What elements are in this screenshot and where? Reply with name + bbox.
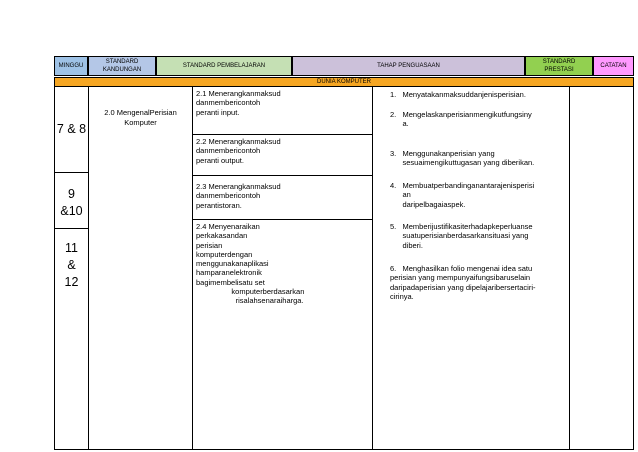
week-11-12: 11 & 12	[64, 241, 79, 289]
sp-2-3: 2.3 Menerangkanmaksud danmembericontoh perantistoran.	[196, 182, 281, 210]
sp-2-1: 2.1 Menerangkanmaksud danmembericontoh peranti input.	[196, 89, 281, 117]
tahap-penguasaan-list	[378, 0, 568, 452]
tp-item-6: 6. Menghasilkan folio mengenai idea satu perisian yang mempunyaifungsibaruselain daripadaperisian yang dipelajaribersertaciri- cirinya.	[390, 264, 536, 301]
section-title: DUNIA KOMPUTER	[316, 79, 371, 85]
header-tahap-penguasaan: TAHAP PENGUASAAN	[292, 56, 525, 76]
tp-item-3: 3. Menggunakanperisian yang sesuaimengikuttugasan yang diberikan.	[390, 149, 535, 168]
week-7-8: 7 & 8	[56, 122, 87, 136]
tp-item-2: 2. Mengelaskanperisianmengikutfungsiny a.	[390, 110, 532, 129]
header-standard-pembelajaran: STANDARD PEMBELAJARAN	[156, 56, 292, 76]
sp-2-2: 2.2 Menerangkanmaksud danmembericontoh peranti output.	[196, 137, 281, 165]
header-standard-prestasi: STANDARD PRESTASI	[525, 56, 593, 76]
week-row-divider	[54, 228, 89, 229]
column-divider	[569, 87, 570, 450]
standard-kandungan-text: 2.0 MengenalPerisian Komputer	[104, 108, 177, 127]
column-divider	[372, 87, 373, 450]
week-row-divider	[54, 172, 89, 173]
tp-item-5: 5. Memberijustifikasiterhadapkeperluanse suatuperisianberdasarkansituasi yang diberi.	[390, 222, 533, 250]
header-catatan: CATATAN	[593, 56, 634, 76]
week-9-10: 9 &10	[60, 187, 83, 218]
sp-2-4: 2.4 Menyenaraikan perkakasandan perisian komputerdengan menggunakanaplikasi hamparanelektronik bagimembelisatu set komputerberdasarkan risalahsenaraiharga.	[196, 222, 305, 306]
header-standard-kandungan: STANDARD KANDUNGAN	[88, 56, 156, 76]
header-minggu: MINGGU	[54, 56, 88, 76]
tp-item-4: 4. Membuatperbandinganantarajenisperisi an daripelbagaiaspek.	[390, 181, 535, 209]
column-divider	[192, 87, 193, 450]
tp-item-1: 1. Menyatakanmaksuddanjenisperisian.	[390, 90, 526, 99]
sp-row-divider	[192, 134, 373, 135]
sp-row-divider	[192, 219, 373, 220]
sp-row-divider	[192, 175, 373, 176]
